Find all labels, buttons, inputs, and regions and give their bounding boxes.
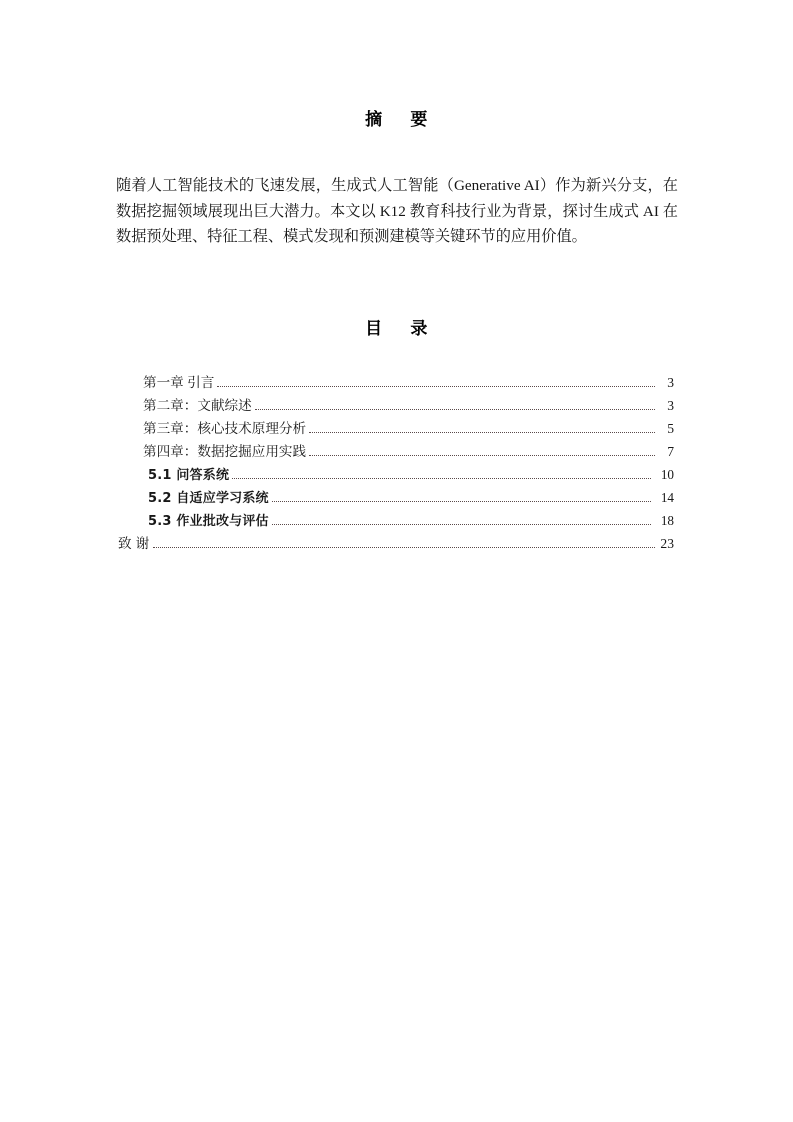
toc-entry-page-number: 18 — [660, 513, 674, 528]
toc-entry[interactable] — [118, 391, 674, 414]
toc-entry-page-number: 7 — [667, 444, 674, 459]
toc-entry-page-number: 23 — [660, 536, 674, 551]
toc-entry-label: 5.3 作业批改与评估 — [148, 514, 269, 529]
toc-entry[interactable] — [118, 529, 674, 552]
toc-dot-leader — [255, 400, 655, 413]
toc-entry-page-number: 14 — [660, 490, 674, 505]
toc-entry-label: 5.2 自适应学习系统 — [148, 491, 269, 506]
table-of-contents — [118, 368, 674, 552]
toc-heading-char-1: 目 — [365, 319, 383, 339]
toc-entry-page-number: 5 — [667, 421, 674, 436]
toc-dot-leader — [217, 377, 655, 390]
toc-heading — [0, 314, 793, 339]
toc-entry[interactable] — [118, 506, 674, 529]
toc-entry-page-number: 3 — [667, 398, 674, 413]
toc-entry-label: 第二章：文献综述 — [143, 398, 252, 413]
toc-entry-label: 第四章：数据挖掘应用实践 — [143, 444, 307, 459]
toc-dot-leader — [272, 492, 651, 505]
abstract-heading-char-2: 要 — [410, 110, 428, 130]
toc-entry-label: 5.1 问答系统 — [148, 468, 230, 483]
toc-entry-label: 致 谢 — [118, 536, 150, 551]
toc-dot-leader — [309, 423, 655, 436]
toc-entry[interactable] — [118, 368, 674, 391]
abstract-heading-char-1: 摘 — [365, 110, 383, 130]
toc-entry[interactable] — [118, 460, 674, 483]
toc-entry-page-number: 3 — [667, 375, 674, 390]
abstract-body-text: 随着人工智能技术的飞速发展，生成式人工智能（Generative AI）作为新兴分支，在数据挖掘领域展现出巨大潜力。本文以 K12 教育科技行业为背景，探讨生成式 AI 在数据预处理、特征工程、模式发现和预测建模等关键环节的应用价值。 — [116, 177, 678, 246]
toc-entry-label: 第三章：核心技术原理分析 — [143, 421, 307, 436]
abstract-heading — [0, 105, 793, 130]
toc-entry-page-number: 10 — [660, 467, 674, 482]
toc-entry-label: 第一章 引言 — [143, 375, 215, 390]
toc-dot-leader — [309, 446, 655, 459]
toc-dot-leader — [232, 469, 651, 482]
toc-heading-char-2: 录 — [410, 319, 428, 339]
toc-dot-leader — [153, 538, 656, 551]
toc-entry[interactable] — [118, 414, 674, 437]
toc-entry[interactable] — [118, 483, 674, 506]
toc-entry[interactable] — [118, 437, 674, 460]
toc-dot-leader — [272, 515, 651, 528]
